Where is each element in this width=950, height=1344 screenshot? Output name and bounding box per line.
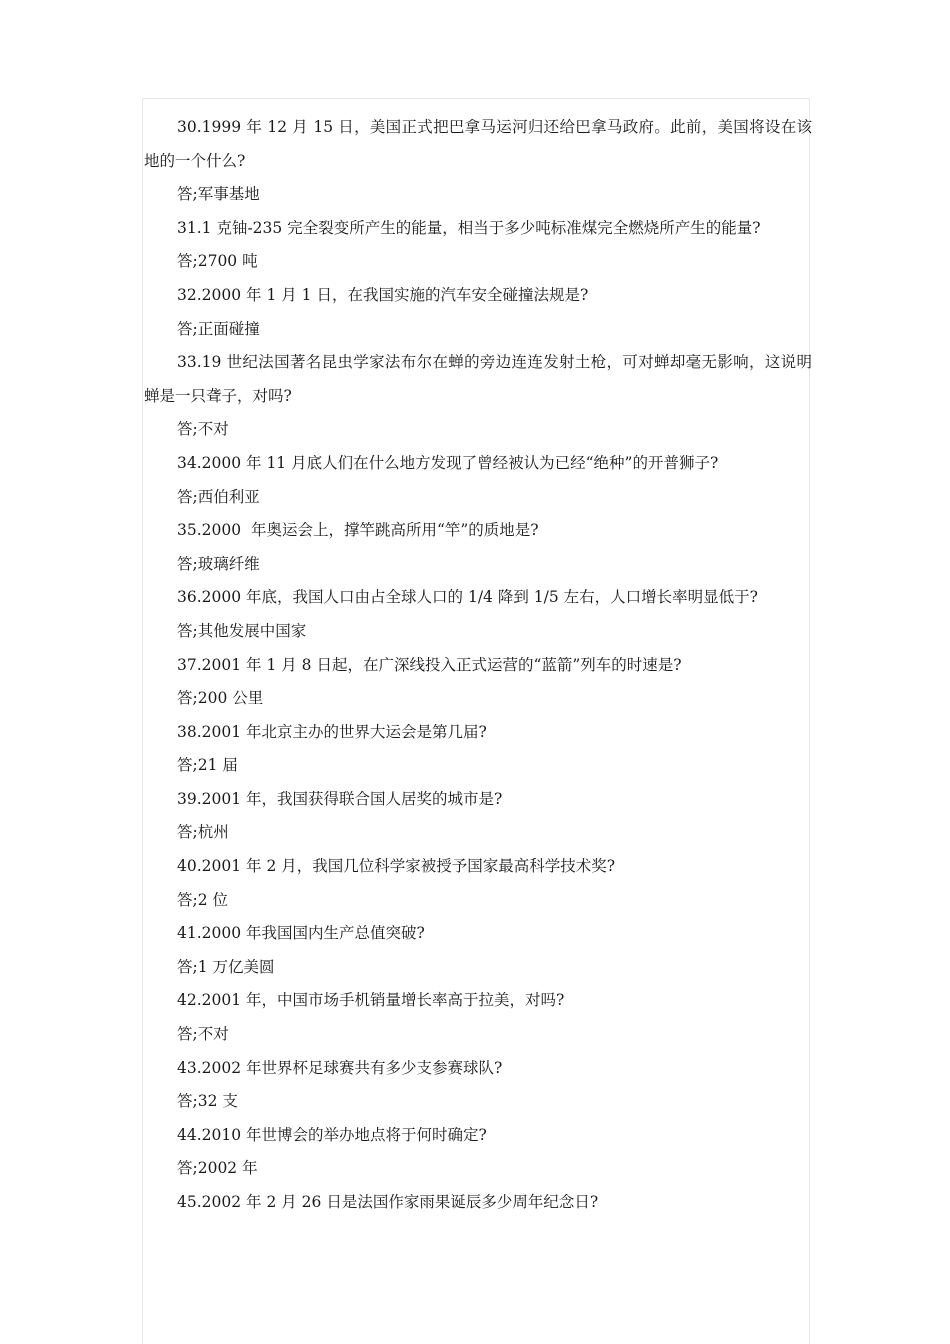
question-35: 35.2000 年奥运会上，撑竿跳高所用“竿”的质地是? (177, 521, 539, 540)
question-44: 44.2010 年世博会的举办地点将于何时确定? (177, 1125, 487, 1144)
question-34: 34.2000 年 11 月底人们在什么地方发现了曾经被认为已经“绝种”的开普狮子? (177, 453, 719, 472)
answer-37: 答;200 公里 (177, 689, 264, 708)
answer-32: 答;正面碰撞 (177, 319, 260, 338)
question-42: 42.2001 年，中国市场手机销量增长率高于拉美，对吗? (177, 991, 565, 1010)
question-39: 39.2001 年，我国获得联合国人居奖的城市是? (177, 789, 503, 808)
answer-44: 答;2002 年 (177, 1159, 258, 1178)
question-31: 31.1 克铀-235 完全裂变所产生的能量，相当于多少吨标准煤完全燃烧所产生的能量? (177, 218, 761, 237)
question-41: 41.2000 年我国国内生产总值突破? (177, 924, 425, 943)
question-37: 37.2001 年 1 月 8 日起，在广深线投入正式运营的“蓝箭”列车的时速是? (177, 655, 682, 674)
answer-42: 答;不对 (177, 1025, 229, 1044)
question-33: 33.19 世纪法国著名昆虫学家法布尔在蝉的旁边连连发射土枪，可对蝉却毫无影响，这说明蝉是一只聋子，对吗? (144, 353, 812, 405)
question-45: 45.2002 年 2 月 26 日是法国作家雨果诞辰多少周年纪念日? (177, 1193, 599, 1211)
question-30: 30.1999 年 12 月 15 日，美国正式把巴拿马运河归还给巴拿马政府。此前，美国将设在该地的一个什么? (144, 118, 812, 170)
answer-43: 答;32 支 (177, 1092, 238, 1111)
answer-41: 答;1 万亿美圆 (177, 957, 275, 976)
answer-35: 答;玻璃纤维 (177, 554, 260, 573)
question-43: 43.2002 年世界杯足球赛共有多少支参赛球队? (177, 1058, 503, 1077)
question-36: 36.2000 年底，我国人口由占全球人口的 1/4 降到 1/5 左右，人口增长率明显低于? (177, 588, 758, 607)
answer-40: 答;2 位 (177, 890, 229, 909)
answer-36: 答;其他发展中国家 (177, 621, 307, 640)
answer-31: 答;2700 吨 (177, 252, 258, 271)
answer-39: 答;杭州 (177, 823, 229, 842)
question-40: 40.2001 年 2 月，我国几位科学家被授予国家最高科学技术奖? (177, 857, 616, 876)
question-38: 38.2001 年北京主办的世界大运会是第几届? (177, 722, 487, 741)
answer-33: 答;不对 (177, 420, 229, 439)
answer-34: 答;西伯利亚 (177, 487, 260, 506)
question-32: 32.2000 年 1 月 1 日，在我国实施的汽车安全碰撞法规是? (177, 285, 589, 304)
answer-30: 答;军事基地 (177, 185, 260, 204)
answer-38: 答;21 届 (177, 756, 238, 775)
document-content (144, 111, 812, 1220)
